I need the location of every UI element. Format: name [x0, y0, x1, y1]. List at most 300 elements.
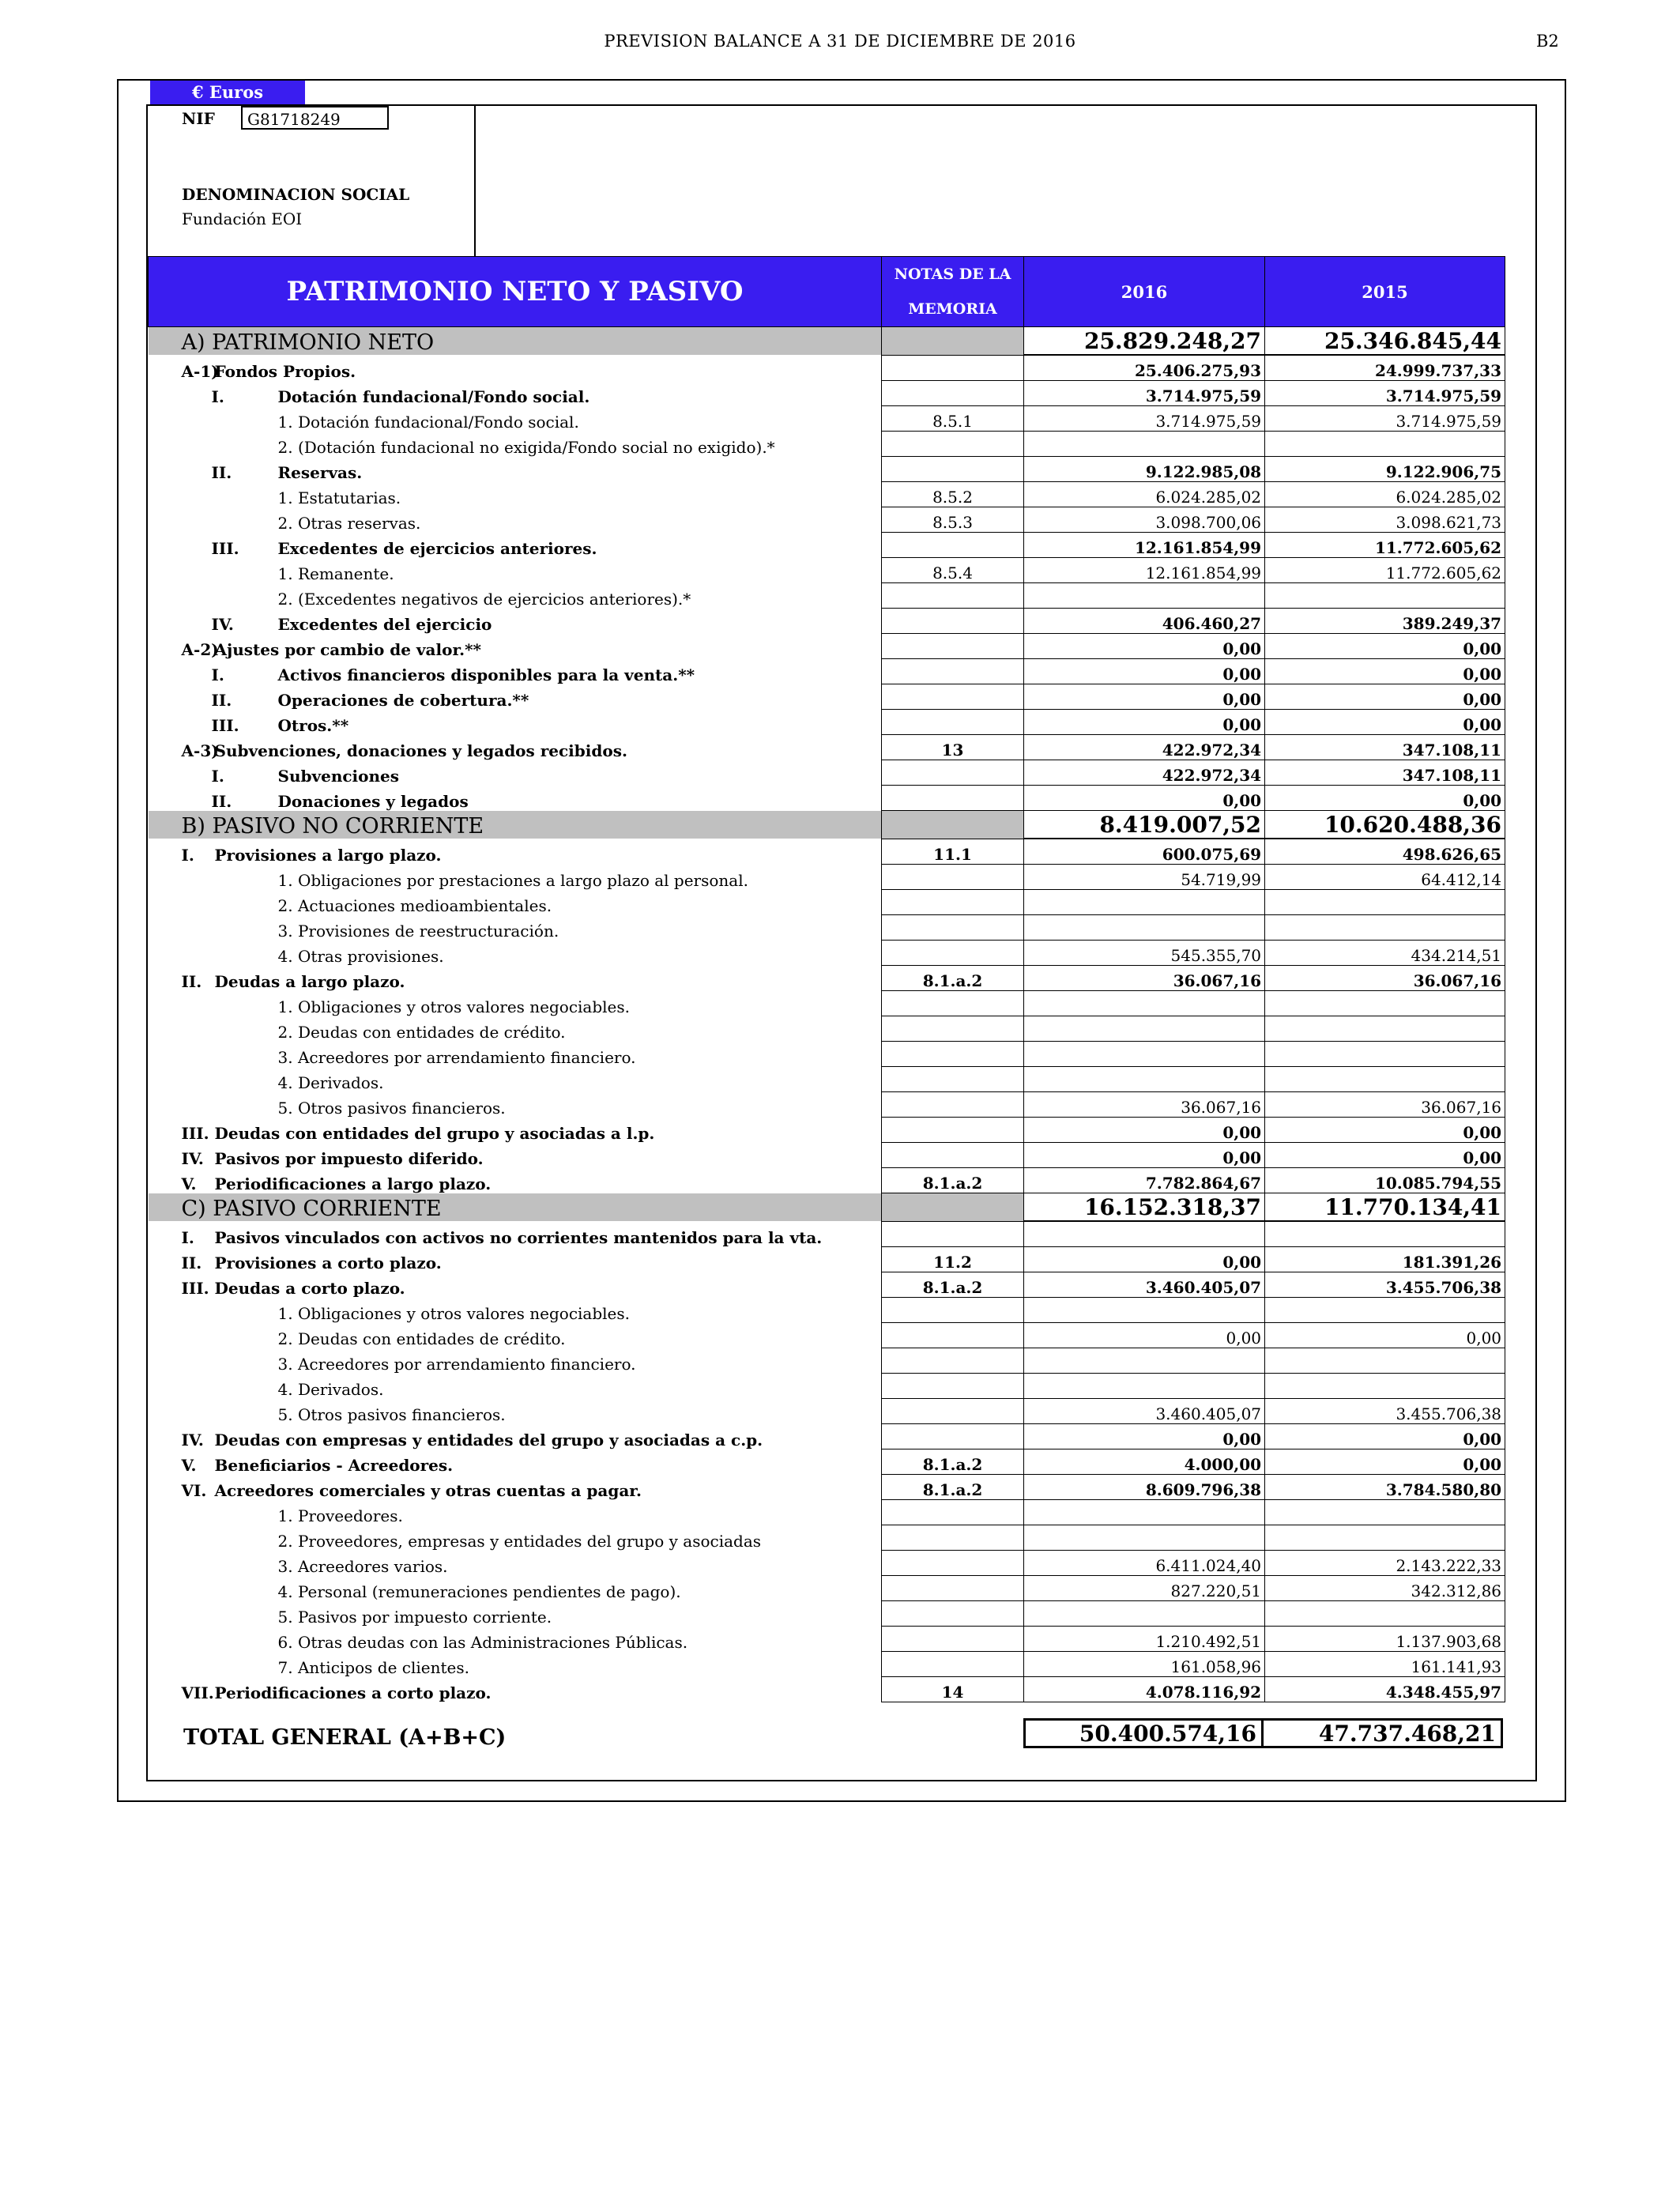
row-label: Otros.**: [277, 715, 349, 735]
row-subcode: [212, 991, 275, 1016]
row-nota: 13: [882, 735, 1024, 760]
row-code: [149, 1551, 212, 1576]
row-value-2016: [1024, 1374, 1265, 1399]
table-row: [149, 432, 1505, 457]
section-label: A) PATRIMONIO NETO: [149, 327, 882, 356]
row-nota: [882, 915, 1024, 941]
row-value-2015: [1265, 1042, 1505, 1067]
row-nota: [882, 634, 1024, 659]
table-row: [149, 507, 1505, 533]
row-value-2016: [1024, 1601, 1265, 1627]
row-value-2016: 3.714.975,59: [1024, 381, 1265, 406]
row-value-2015: 434.214,51: [1265, 941, 1505, 966]
row-label: 6. Otras deudas con las Administraciones Públicas.: [277, 1632, 688, 1652]
table-row: [149, 583, 1505, 609]
row-code: [149, 583, 212, 609]
row-label: 1. Remanente.: [277, 564, 394, 583]
row-label: 1. Obligaciones y otros valores negociables.: [277, 1303, 631, 1323]
row-label: Excedentes del ejercicio: [277, 614, 492, 634]
row-value-2015: [1265, 1298, 1505, 1323]
row-code: VI.: [181, 1480, 207, 1500]
row-subcode: [212, 890, 275, 915]
table-row: [149, 1601, 1505, 1627]
table-row: [149, 941, 1505, 966]
row-label: 3. Provisiones de reestructuración.: [277, 921, 559, 941]
row-nota: [882, 1016, 1024, 1042]
row-code: V.: [181, 1174, 197, 1193]
row-value-2015: 3.714.975,59: [1265, 381, 1505, 406]
table-row: [149, 1092, 1505, 1118]
row-nota: [882, 457, 1024, 482]
table-title: PATRIMONIO NETO Y PASIVO: [149, 257, 882, 327]
row-label: 7. Anticipos de clientes.: [277, 1657, 469, 1677]
row-value-2016: 0,00: [1024, 710, 1265, 735]
row-label: Deudas a largo plazo.: [214, 971, 405, 991]
row-label: 2. Proveedores, empresas y entidades del grupo y asociadas: [277, 1531, 762, 1551]
row-code: [149, 1652, 212, 1677]
row-code: [149, 406, 212, 432]
row-subcode: [212, 1551, 275, 1576]
row-value-2015: 36.067,16: [1265, 1092, 1505, 1118]
row-nota: [882, 1551, 1024, 1576]
row-label: 1. Proveedores.: [277, 1506, 403, 1525]
row-code: [149, 1067, 212, 1092]
row-value-2015: 11.772.605,62: [1265, 533, 1505, 558]
row-subcode: I.: [211, 766, 224, 786]
row-value-2016: 0,00: [1024, 684, 1265, 710]
row-nota: 8.1.a.2: [882, 1475, 1024, 1500]
row-label: Subvenciones: [277, 766, 399, 786]
row-subcode: II.: [211, 462, 232, 482]
row-label: Activos financieros disponibles para la venta.**: [277, 665, 695, 684]
row-subcode: [212, 1067, 275, 1092]
nif-label: NIF: [182, 109, 215, 128]
table-row: [149, 760, 1505, 786]
row-code: [149, 457, 212, 482]
row-value-2015: 9.122.906,75: [1265, 457, 1505, 482]
row-value-2016: 54.719,99: [1024, 865, 1265, 890]
row-value-2016: 4.000,00: [1024, 1449, 1265, 1475]
row-nota: [882, 811, 1024, 839]
row-value-2016: [1024, 432, 1265, 457]
row-value-2015: [1265, 915, 1505, 941]
section-row: [149, 811, 1505, 839]
row-code: [149, 1016, 212, 1042]
row-value-2015: 498.626,65: [1265, 839, 1505, 865]
row-subcode: [212, 1323, 275, 1348]
row-code: [149, 760, 212, 786]
row-value-2016: 25.829.248,27: [1024, 327, 1265, 356]
row-value-2016: 0,00: [1024, 659, 1265, 684]
row-subcode: [212, 1601, 275, 1627]
row-value-2016: [1024, 991, 1265, 1016]
row-code: [149, 1298, 212, 1323]
row-code: [149, 659, 212, 684]
row-label: 1. Dotación fundacional/Fondo social.: [277, 412, 579, 432]
row-label: Periodificaciones a largo plazo.: [214, 1174, 492, 1193]
row-nota: [882, 991, 1024, 1016]
row-label: 2. (Excedentes negativos de ejercicios anteriores).*: [277, 589, 691, 609]
row-label: 5. Otros pasivos financieros.: [277, 1404, 506, 1424]
row-label: Provisiones a corto plazo.: [214, 1253, 442, 1272]
row-subcode: [212, 1374, 275, 1399]
row-code: [149, 865, 212, 890]
row-code: II.: [181, 1253, 202, 1272]
section-label: C) PASIVO CORRIENTE: [149, 1193, 882, 1222]
row-value-2015: 0,00: [1265, 634, 1505, 659]
row-subcode: [212, 1016, 275, 1042]
row-nota: 11.2: [882, 1247, 1024, 1272]
row-label: Provisiones a largo plazo.: [214, 845, 442, 865]
table-row: [149, 355, 1505, 381]
row-code: [149, 710, 212, 735]
row-code: [149, 941, 212, 966]
year-2016-header: 2016: [1024, 257, 1265, 327]
table-row: [149, 710, 1505, 735]
row-code: [149, 482, 212, 507]
denominacion-value: Fundación EOI: [182, 209, 303, 228]
row-nota: [882, 1193, 1024, 1222]
notas-header: NOTAS DE LA MEMORIA: [882, 257, 1024, 327]
row-label: Pasivos por impuesto diferido.: [214, 1148, 484, 1168]
row-value-2016: 4.078.116,92: [1024, 1677, 1265, 1702]
row-value-2015: 10.085.794,55: [1265, 1168, 1505, 1193]
row-label: 4. Otras provisiones.: [277, 946, 444, 966]
row-value-2016: [1024, 1298, 1265, 1323]
table-row: [149, 1016, 1505, 1042]
row-value-2016: [1024, 1042, 1265, 1067]
year-2015-header: 2015: [1265, 257, 1505, 327]
row-subcode: III.: [211, 538, 239, 558]
row-nota: [882, 659, 1024, 684]
row-value-2016: 3.460.405,07: [1024, 1399, 1265, 1424]
row-value-2015: 10.620.488,36: [1265, 811, 1505, 839]
form-code: B2: [1536, 32, 1559, 51]
row-value-2015: 347.108,11: [1265, 760, 1505, 786]
table-row: [149, 1424, 1505, 1449]
row-subcode: [212, 1627, 275, 1652]
row-nota: [882, 1042, 1024, 1067]
row-value-2015: 161.141,93: [1265, 1652, 1505, 1677]
row-nota: [882, 432, 1024, 457]
row-value-2016: 25.406.275,93: [1024, 355, 1265, 381]
table-row: [149, 558, 1505, 583]
row-value-2016: 8.419.007,52: [1024, 811, 1265, 839]
row-code: [149, 991, 212, 1016]
row-value-2016: 6.411.024,40: [1024, 1551, 1265, 1576]
row-value-2016: 8.609.796,38: [1024, 1475, 1265, 1500]
currency-tag: € Euros: [150, 81, 305, 104]
table-row: [149, 1374, 1505, 1399]
table-row: [149, 1272, 1505, 1298]
row-code: IV.: [181, 1148, 204, 1168]
row-label: Excedentes de ejercicios anteriores.: [277, 538, 597, 558]
row-code: [149, 1092, 212, 1118]
table-row: [149, 1399, 1505, 1424]
row-label: 4. Derivados.: [277, 1072, 384, 1092]
table-row: [149, 1348, 1505, 1374]
row-value-2015: [1265, 1221, 1505, 1247]
balance-table-wrapper: [148, 256, 1503, 1702]
row-subcode: [212, 583, 275, 609]
row-value-2016: [1024, 915, 1265, 941]
table-row: [149, 890, 1505, 915]
row-subcode: [212, 941, 275, 966]
row-subcode: [212, 1652, 275, 1677]
row-label: Deudas con entidades del grupo y asociadas a l.p.: [214, 1123, 655, 1143]
table-row: [149, 1247, 1505, 1272]
row-code: I.: [181, 845, 194, 865]
row-subcode: [212, 1525, 275, 1551]
row-code: [149, 533, 212, 558]
row-value-2015: 24.999.737,33: [1265, 355, 1505, 381]
row-label: Deudas con empresas y entidades del grupo y asociadas a c.p.: [214, 1430, 763, 1449]
row-nota: 14: [882, 1677, 1024, 1702]
row-value-2015: [1265, 1500, 1505, 1525]
row-value-2015: 0,00: [1265, 684, 1505, 710]
row-value-2016: 3.460.405,07: [1024, 1272, 1265, 1298]
row-value-2015: 0,00: [1265, 1143, 1505, 1168]
row-label: Ajustes por cambio de valor.**: [214, 639, 482, 659]
row-label: Reservas.: [277, 462, 363, 482]
row-code: [149, 1601, 212, 1627]
row-nota: [882, 1500, 1024, 1525]
row-nota: [882, 609, 1024, 634]
row-nota: 8.1.a.2: [882, 1449, 1024, 1475]
row-label: 3. Acreedores varios.: [277, 1556, 448, 1576]
table-row: [149, 1576, 1505, 1601]
row-label: Dotación fundacional/Fondo social.: [277, 386, 590, 406]
row-value-2016: 12.161.854,99: [1024, 558, 1265, 583]
row-subcode: II.: [211, 791, 232, 811]
row-nota: [882, 1424, 1024, 1449]
row-value-2015: 0,00: [1265, 710, 1505, 735]
row-subcode: II.: [211, 690, 232, 710]
row-value-2015: 25.346.845,44: [1265, 327, 1505, 356]
table-row: [149, 406, 1505, 432]
row-code: A-2): [181, 639, 219, 659]
table-row: [149, 735, 1505, 760]
table-row: [149, 839, 1505, 865]
row-label: 2. (Dotación fundacional no exigida/Fondo social no exigido).*: [277, 437, 775, 457]
row-value-2015: 11.772.605,62: [1265, 558, 1505, 583]
table-row: [149, 1323, 1505, 1348]
section-label: B) PASIVO NO CORRIENTE: [149, 811, 882, 839]
table-row: [149, 1551, 1505, 1576]
row-code: [149, 890, 212, 915]
row-value-2015: 389.249,37: [1265, 609, 1505, 634]
row-subcode: [212, 482, 275, 507]
total-label: TOTAL GENERAL (A+B+C): [183, 1725, 507, 1750]
row-subcode: I.: [211, 386, 224, 406]
row-nota: [882, 583, 1024, 609]
row-value-2015: 6.024.285,02: [1265, 482, 1505, 507]
row-label: 5. Otros pasivos financieros.: [277, 1098, 506, 1118]
row-subcode: [212, 915, 275, 941]
table-row: [149, 634, 1505, 659]
row-code: IV.: [181, 1430, 204, 1449]
row-label: Periodificaciones a corto plazo.: [214, 1683, 492, 1702]
table-row: [149, 786, 1505, 811]
row-subcode: [212, 1092, 275, 1118]
row-label: 3. Acreedores por arrendamiento financiero.: [277, 1047, 636, 1067]
row-nota: [882, 1067, 1024, 1092]
row-label: 2. Deudas con entidades de crédito.: [277, 1329, 566, 1348]
table-row: [149, 1627, 1505, 1652]
row-label: 5. Pasivos por impuesto corriente.: [277, 1607, 552, 1627]
row-code: [149, 1627, 212, 1652]
row-nota: [882, 1525, 1024, 1551]
table-row: [149, 1500, 1505, 1525]
row-subcode: [212, 406, 275, 432]
row-nota: [882, 1118, 1024, 1143]
row-code: V.: [181, 1455, 197, 1475]
row-nota: [882, 355, 1024, 381]
balance-table: [148, 256, 1505, 1702]
row-value-2015: [1265, 1348, 1505, 1374]
row-code: [149, 609, 212, 634]
row-subcode: [212, 1042, 275, 1067]
row-value-2016: 12.161.854,99: [1024, 533, 1265, 558]
row-value-2016: 36.067,16: [1024, 1092, 1265, 1118]
header-divider: [474, 104, 476, 256]
total-2015: 47.737.468,21: [1261, 1718, 1503, 1748]
table-row: [149, 1475, 1505, 1500]
row-code: [149, 1500, 212, 1525]
row-subcode: [212, 1348, 275, 1374]
row-value-2015: 3.784.580,80: [1265, 1475, 1505, 1500]
row-subcode: [212, 865, 275, 890]
row-value-2016: 545.355,70: [1024, 941, 1265, 966]
row-nota: [882, 1143, 1024, 1168]
table-row: [149, 533, 1505, 558]
row-nota: [882, 1374, 1024, 1399]
row-label: Subvenciones, donaciones y legados recibidos.: [214, 741, 627, 760]
total-2016: 50.400.574,16: [1023, 1718, 1264, 1748]
row-code: [149, 786, 212, 811]
row-code: [149, 1576, 212, 1601]
row-value-2015: 1.137.903,68: [1265, 1627, 1505, 1652]
row-value-2015: 342.312,86: [1265, 1576, 1505, 1601]
table-row: [149, 1677, 1505, 1702]
row-nota: [882, 1221, 1024, 1247]
row-nota: 8.5.1: [882, 406, 1024, 432]
table-row: [149, 966, 1505, 991]
row-subcode: I.: [211, 665, 224, 684]
row-nota: [882, 1576, 1024, 1601]
row-value-2016: 406.460,27: [1024, 609, 1265, 634]
row-value-2016: 9.122.985,08: [1024, 457, 1265, 482]
row-value-2016: 161.058,96: [1024, 1652, 1265, 1677]
row-code: [149, 1374, 212, 1399]
row-code: [149, 684, 212, 710]
row-value-2015: 3.455.706,38: [1265, 1399, 1505, 1424]
row-label: Donaciones y legados: [277, 791, 469, 811]
row-value-2015: 11.770.134,41: [1265, 1193, 1505, 1222]
nif-field[interactable]: G81718249: [241, 106, 389, 130]
row-value-2016: 0,00: [1024, 634, 1265, 659]
row-value-2016: 0,00: [1024, 1143, 1265, 1168]
row-nota: [882, 1298, 1024, 1323]
row-value-2015: [1265, 432, 1505, 457]
row-value-2015: 0,00: [1265, 659, 1505, 684]
row-nota: 8.5.2: [882, 482, 1024, 507]
row-label: 4. Personal (remuneraciones pendientes de pago).: [277, 1581, 681, 1601]
row-value-2015: 3.455.706,38: [1265, 1272, 1505, 1298]
row-label: Fondos Propios.: [214, 361, 356, 381]
row-value-2016: 3.098.700,06: [1024, 507, 1265, 533]
row-value-2015: 3.098.621,73: [1265, 507, 1505, 533]
row-nota: [882, 684, 1024, 710]
table-header-row: [149, 257, 1505, 327]
row-value-2015: 0,00: [1265, 1449, 1505, 1475]
row-nota: [882, 890, 1024, 915]
row-subcode: III.: [211, 715, 239, 735]
row-value-2015: 0,00: [1265, 786, 1505, 811]
row-value-2016: 16.152.318,37: [1024, 1193, 1265, 1222]
row-value-2016: 827.220,51: [1024, 1576, 1265, 1601]
row-label: Pasivos vinculados con activos no corrientes mantenidos para la vta.: [214, 1227, 823, 1247]
row-value-2016: 3.714.975,59: [1024, 406, 1265, 432]
row-subcode: [212, 1298, 275, 1323]
table-row: [149, 1221, 1505, 1247]
row-subcode: [212, 1576, 275, 1601]
row-subcode: [212, 558, 275, 583]
row-value-2016: 0,00: [1024, 786, 1265, 811]
row-code: [149, 1323, 212, 1348]
row-value-2015: [1265, 1601, 1505, 1627]
row-label: 1. Estatutarias.: [277, 488, 401, 507]
row-value-2015: 0,00: [1265, 1118, 1505, 1143]
row-subcode: [212, 1500, 275, 1525]
row-nota: [882, 1092, 1024, 1118]
table-row: [149, 1118, 1505, 1143]
table-row: [149, 684, 1505, 710]
table-row: [149, 381, 1505, 406]
row-nota: [882, 710, 1024, 735]
row-label: 2. Otras reservas.: [277, 513, 421, 533]
row-value-2016: 1.210.492,51: [1024, 1627, 1265, 1652]
row-label: Beneficiarios - Acreedores.: [214, 1455, 454, 1475]
row-code: III.: [181, 1278, 209, 1298]
row-value-2016: 6.024.285,02: [1024, 482, 1265, 507]
row-nota: 11.1: [882, 839, 1024, 865]
row-code: VII.: [181, 1683, 214, 1702]
row-nota: [882, 533, 1024, 558]
row-value-2015: [1265, 890, 1505, 915]
row-label: 2. Actuaciones medioambientales.: [277, 895, 552, 915]
row-code: II.: [181, 971, 202, 991]
table-row: [149, 865, 1505, 890]
row-code: [149, 915, 212, 941]
row-value-2015: 64.412,14: [1265, 865, 1505, 890]
row-code: [149, 432, 212, 457]
row-nota: [882, 1323, 1024, 1348]
row-nota: [882, 786, 1024, 811]
section-row: [149, 1193, 1505, 1222]
row-value-2016: 600.075,69: [1024, 839, 1265, 865]
row-nota: 8.5.3: [882, 507, 1024, 533]
row-nota: [882, 1601, 1024, 1627]
row-code: [149, 1042, 212, 1067]
row-value-2015: 36.067,16: [1265, 966, 1505, 991]
row-nota: 8.1.a.2: [882, 1168, 1024, 1193]
row-value-2016: 0,00: [1024, 1118, 1265, 1143]
row-value-2015: 347.108,11: [1265, 735, 1505, 760]
row-value-2016: 0,00: [1024, 1424, 1265, 1449]
table-row: [149, 1449, 1505, 1475]
row-label: Deudas a corto plazo.: [214, 1278, 405, 1298]
